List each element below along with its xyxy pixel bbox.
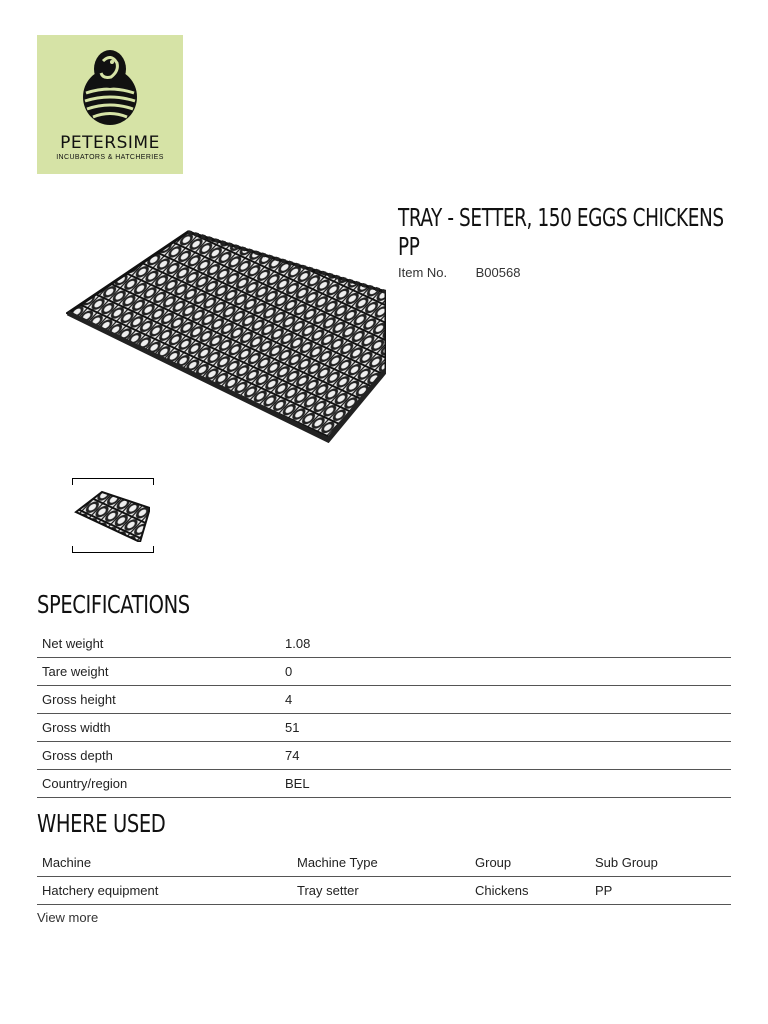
thumbnail-frame-bottom: [72, 546, 154, 553]
item-number-row: [398, 265, 520, 280]
spec-value: 1.08: [280, 630, 731, 658]
where-used-table: [37, 849, 731, 905]
item-number-value: B00568: [475, 265, 521, 280]
column-header-machine: Machine: [37, 849, 292, 877]
thumbnail-frame-top: [72, 478, 154, 485]
spec-value: 4: [280, 686, 731, 714]
item-number-label: Item No.: [398, 265, 448, 280]
view-more-link[interactable]: View more: [37, 910, 99, 925]
thumbnail-image: [74, 490, 150, 542]
table-row: [37, 770, 731, 798]
spec-label: Net weight: [37, 630, 280, 658]
logo-brand-name: PETERSIME: [60, 133, 160, 153]
logo-tagline: INCUBATORS & HATCHERIES: [56, 154, 164, 161]
table-row: [37, 714, 731, 742]
table-row: [37, 877, 731, 905]
cell-machine-type: Tray setter: [292, 877, 470, 905]
cell-sub-group: PP: [590, 877, 731, 905]
cell-group: Chickens: [470, 877, 590, 905]
specifications-table: [37, 630, 731, 798]
petersime-logo: [37, 35, 183, 174]
product-image: [66, 228, 386, 443]
table-row: [37, 630, 731, 658]
spec-label: Gross depth: [37, 742, 280, 770]
spec-label: Tare weight: [37, 658, 280, 686]
table-row: [37, 742, 731, 770]
where-used-heading: WHERE USED: [37, 809, 166, 838]
table-header-row: [37, 849, 731, 877]
product-title: TRAY - SETTER, 150 EGGS CHICKENS PP: [398, 203, 724, 261]
table-row: [37, 686, 731, 714]
egg-logo-icon: [81, 49, 139, 127]
column-header-group: Group: [470, 849, 590, 877]
spec-value: 74: [280, 742, 731, 770]
table-row: [37, 658, 731, 686]
spec-value: 51: [280, 714, 731, 742]
column-header-machine-type: Machine Type: [292, 849, 470, 877]
column-header-sub-group: Sub Group: [590, 849, 731, 877]
cell-machine: Hatchery equipment: [37, 877, 292, 905]
spec-label: Gross height: [37, 686, 280, 714]
spec-label: Country/region: [37, 770, 280, 798]
specifications-heading: SPECIFICATIONS: [37, 590, 190, 619]
spec-label: Gross width: [37, 714, 280, 742]
product-thumbnail[interactable]: [72, 478, 152, 553]
spec-value: BEL: [280, 770, 731, 798]
spec-value: 0: [280, 658, 731, 686]
